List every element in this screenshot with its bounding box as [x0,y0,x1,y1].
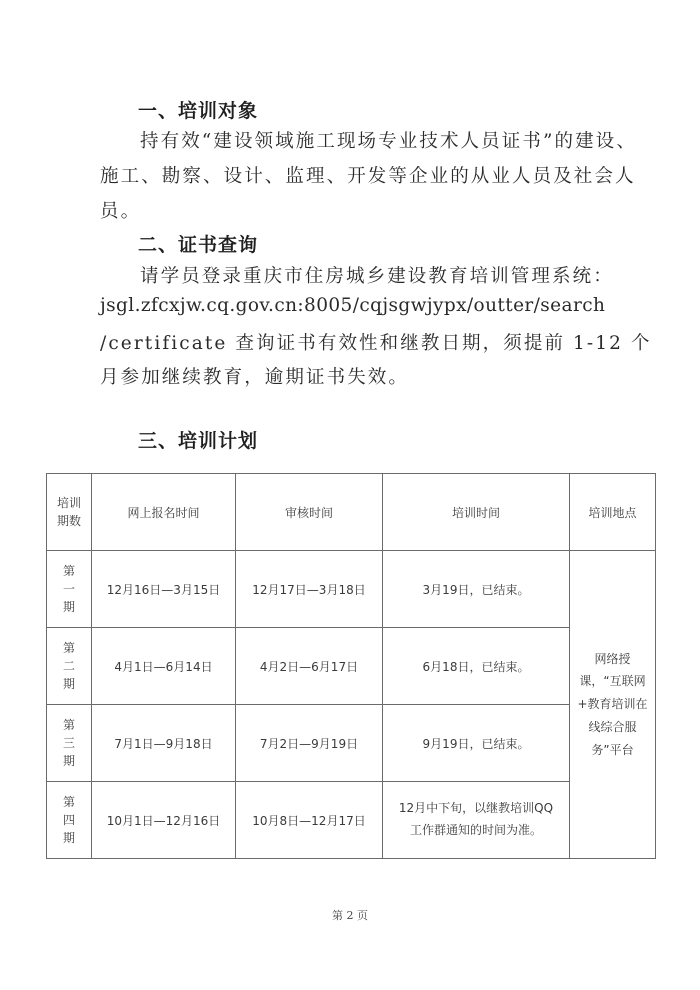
cell-training: 3月19日，已结束。 [383,551,570,628]
training-plan-table [46,473,656,859]
header-training-time: 培训时间 [383,474,570,551]
cell-location: 网络授课，“互联网+教育培训在线综合服务”平台 [570,551,656,859]
cell-period: 第二期 [47,628,92,705]
table-row [47,782,656,859]
page-number: 第 2 页 [332,909,368,922]
table-row [47,705,656,782]
cell-review: 10月8日—12月17日 [236,782,383,859]
header-signup-time: 网上报名时间 [92,474,236,551]
query-url-line: jsgl.zfcxjw.cq.gov.cn:8005/cqjsgwjypx/outter/search [100,295,606,316]
paragraph-line: 员。 [100,201,142,222]
cell-signup: 7月1日—9月18日 [92,705,236,782]
paragraph-line: /certificate 查询证书有效性和继教日期，须提前 1-12 个 [100,333,652,354]
cell-period: 第三期 [47,705,92,782]
cell-training: 6月18日，已结束。 [383,628,570,705]
table-row [47,628,656,705]
header-review-time: 审核时间 [236,474,383,551]
header-period: 培训期数 [47,474,92,551]
cell-signup: 4月1日—6月14日 [92,628,236,705]
table-row [47,551,656,628]
cell-review: 12月17日—3月18日 [236,551,383,628]
cell-review: 7月2日—9月19日 [236,705,383,782]
cell-signup: 10月1日—12月16日 [92,782,236,859]
table-header-row [47,474,656,551]
section-heading-training-plan: 三、培训计划 [138,430,259,452]
cell-period: 第四期 [47,782,92,859]
cell-training: 12月中下旬，以继教培训QQ工作群通知的时间为准。 [383,782,570,859]
paragraph-line: 月参加继续教育，逾期证书失效。 [100,367,410,388]
paragraph-line: 持有效“建设领域施工现场专业技术人员证书”的建设、 [140,131,637,152]
cell-period: 第一期 [47,551,92,628]
section-heading-training-target: 一、培训对象 [138,100,259,122]
section-heading-certificate-query: 二、证书查询 [138,234,259,256]
header-location: 培训地点 [570,474,656,551]
paragraph-line: 施工、勘察、设计、监理、开发等企业的从业人员及社会人 [100,166,636,187]
cell-signup: 12月16日—3月15日 [92,551,236,628]
cell-training: 9月19日，已结束。 [383,705,570,782]
paragraph-line: 请学员登录重庆市住房城乡建设教育培训管理系统： [140,266,614,287]
cell-review: 4月2日—6月17日 [236,628,383,705]
